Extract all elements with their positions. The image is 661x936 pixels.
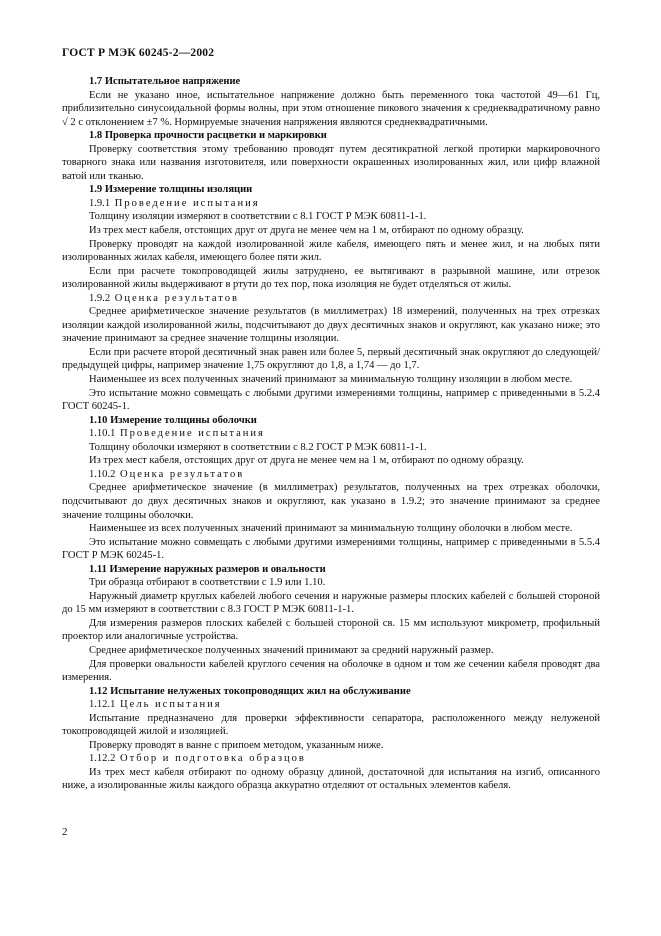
paragraph: Для измерения размеров плоских кабелей с большей стороной св. 15 мм используют микрометр, профильный проектор или аналогичные устройства. [62,617,600,643]
paragraph: Три образца отбирают в соответствии с 1.9 или 1.10. [89,577,326,589]
subsection-heading [62,698,600,712]
subsection-title: Оценка результатов [114,292,239,304]
paragraph: Толщину изоляции измеряют в соответствии с 8.1 ГОСТ Р МЭК 60811-1-1. [89,211,427,223]
paragraph: Для проверки овальности кабелей круглого сечения на оболочке в одном и том же сечении кабеля проводят два измерения. [62,658,600,684]
page-header: ГОСТ Р МЭК 60245-2—2002 [62,47,215,59]
paragraph: Испытание предназначено для проверки эффективности сепаратора, расположенного между нелуженой токопроводящей жилой и изоляцией. [62,712,600,738]
paragraph: Из трех мест кабеля, отстоящих друг от друга не менее чем на 1 м, отбирают по одному образцу. [89,225,524,237]
paragraph: Наименьшее из всех полученных значений принимают за минимальную толщину изоляции в любом месте. [89,374,573,386]
paragraph: Наименьшее из всех полученных значений принимают за минимальную толщину оболочки в любом месте. [89,523,573,535]
paragraph: Проверку проводят в ванне с припоем методом, указанным ниже. [89,739,384,751]
section-heading: 1.12 Испытание нелуженых токопроводящих жил на обслуживание [89,685,411,697]
paragraph: Среднее арифметическое полученных значений принимают за средний наружный размер. [89,644,494,656]
subsection-title: Проведение испытания [120,428,265,440]
paragraph: Из трех мест кабеля отбирают по одному образцу длиной, достаточной для испытания на изгиб, описанного ниже, а изолированные жилы каждого образца аккуратно отделяют от остальных элементов кабеля. [62,766,600,792]
subsection-heading [62,427,600,441]
subsection-number: 1.10.2 [89,468,116,480]
paragraph: Наружный диаметр круглых кабелей любого сечения и наружные размеры плоских кабелей с большей стороной до 15 мм измеряют в соответствии с 8.3 ГОСТ Р МЭК 60811-1-1. [62,590,600,616]
paragraph: Это испытание можно совмещать с любыми другими измерениями толщины, например с приведенными в 5.5.4 ГОСТ Р МЭК 60245-1. [62,536,600,562]
page-number: 2 [62,826,68,838]
subsection-heading [62,292,600,306]
section-heading: 1.11 Измерение наружных размеров и овальности [89,563,326,575]
section-heading: 1.7 Испытательное напряжение [89,76,241,87]
subsection-title: Отбор и подготовка образцов [120,753,306,765]
paragraph: Проверку проводят на каждой изолированной жиле кабеля, имеющего пять и менее жил, и на любых пяти изолированных жилах кабеля, имеющего более пяти жил. [62,238,600,264]
subsection-heading [62,468,600,482]
paragraph: Если при расчете токопроводящей жилы затруднено, ее вытягивают в разрывной машине, или отрезок изолированной жилы выдерживают в ртути до тех пор, пока изоляция не будет отделяться от жилы. [62,265,600,291]
subsection-number: 1.12.1 [89,699,116,711]
paragraph: Если при расчете второй десятичный знак равен или более 5, первый десятичный знак округляют до следующей/предыдущей цифры, например значение 1,75 округляют до 1,8, а 1,74 — до 1,7. [62,346,600,372]
paragraph: Проверку соответствия этому требованию проводят путем десятикратной легкой протирки маркировочного товарного знака или названия изготовителя, или поверхности окрашенных изолированных жил, или цифр влажной ватой или тканью. [62,143,600,182]
subsection-number: 1.12.2 [89,753,116,765]
subsection-number: 1.9.2 [89,292,111,304]
section-heading: 1.8 Проверка прочности расцветки и маркировки [89,130,327,142]
subsection-title: Оценка результатов [120,468,245,480]
paragraph: Из трех мест кабеля, отстоящих друг от друга не менее чем на 1 м, отбирают по одному образцу. [89,455,524,467]
paragraph: Толщину оболочки измеряют в соответствии с 8.2 ГОСТ Р МЭК 60811-1-1. [89,441,427,453]
subsection-heading [62,197,600,211]
document-body [62,75,600,793]
section-heading: 1.9 Измерение толщины изоляции [89,184,253,196]
subsection-number: 1.10.1 [89,428,116,440]
subsection-title: Цель испытания [120,699,222,711]
subsection-heading [62,752,600,766]
paragraph: Среднее арифметическое значение результатов (в миллиметрах) 18 измерений, полученных на трех отрезках изоляции каждой изолированной жилы, подсчитывают до двух десятичных знаков и округляют, как указано ниже; это значение принимают за среднее значение толщины изоляции. [62,306,600,345]
subsection-number: 1.9.1 [89,197,111,209]
paragraph: Если не указано иное, испытательное напряжение должно быть переменного тока частотой 49—61 Гц, приблизительно синусоидальной формы волны, при этом отношение пикового значения к среднеквадратичному равно √ 2 с отклонением ±7 %. Нормируемые значения напряжения являются среднеквадратичными. [62,89,600,128]
subsection-title: Проведение испытания [114,197,260,209]
section-heading: 1.10 Измерение толщины оболочки [89,414,257,426]
paragraph: Среднее арифметическое значение (в миллиметрах) результатов, полученных на трех отрезках оболочки, подсчитывают до двух десятичных знаков и округляют, как указано в 1.9.2; это значение принимают за среднее значение толщины оболочки. [62,482,600,521]
paragraph: Это испытание можно совмещать с любыми другими измерениями толщины, например с приведенными в 5.2.4 ГОСТ 60245-1. [62,387,600,413]
